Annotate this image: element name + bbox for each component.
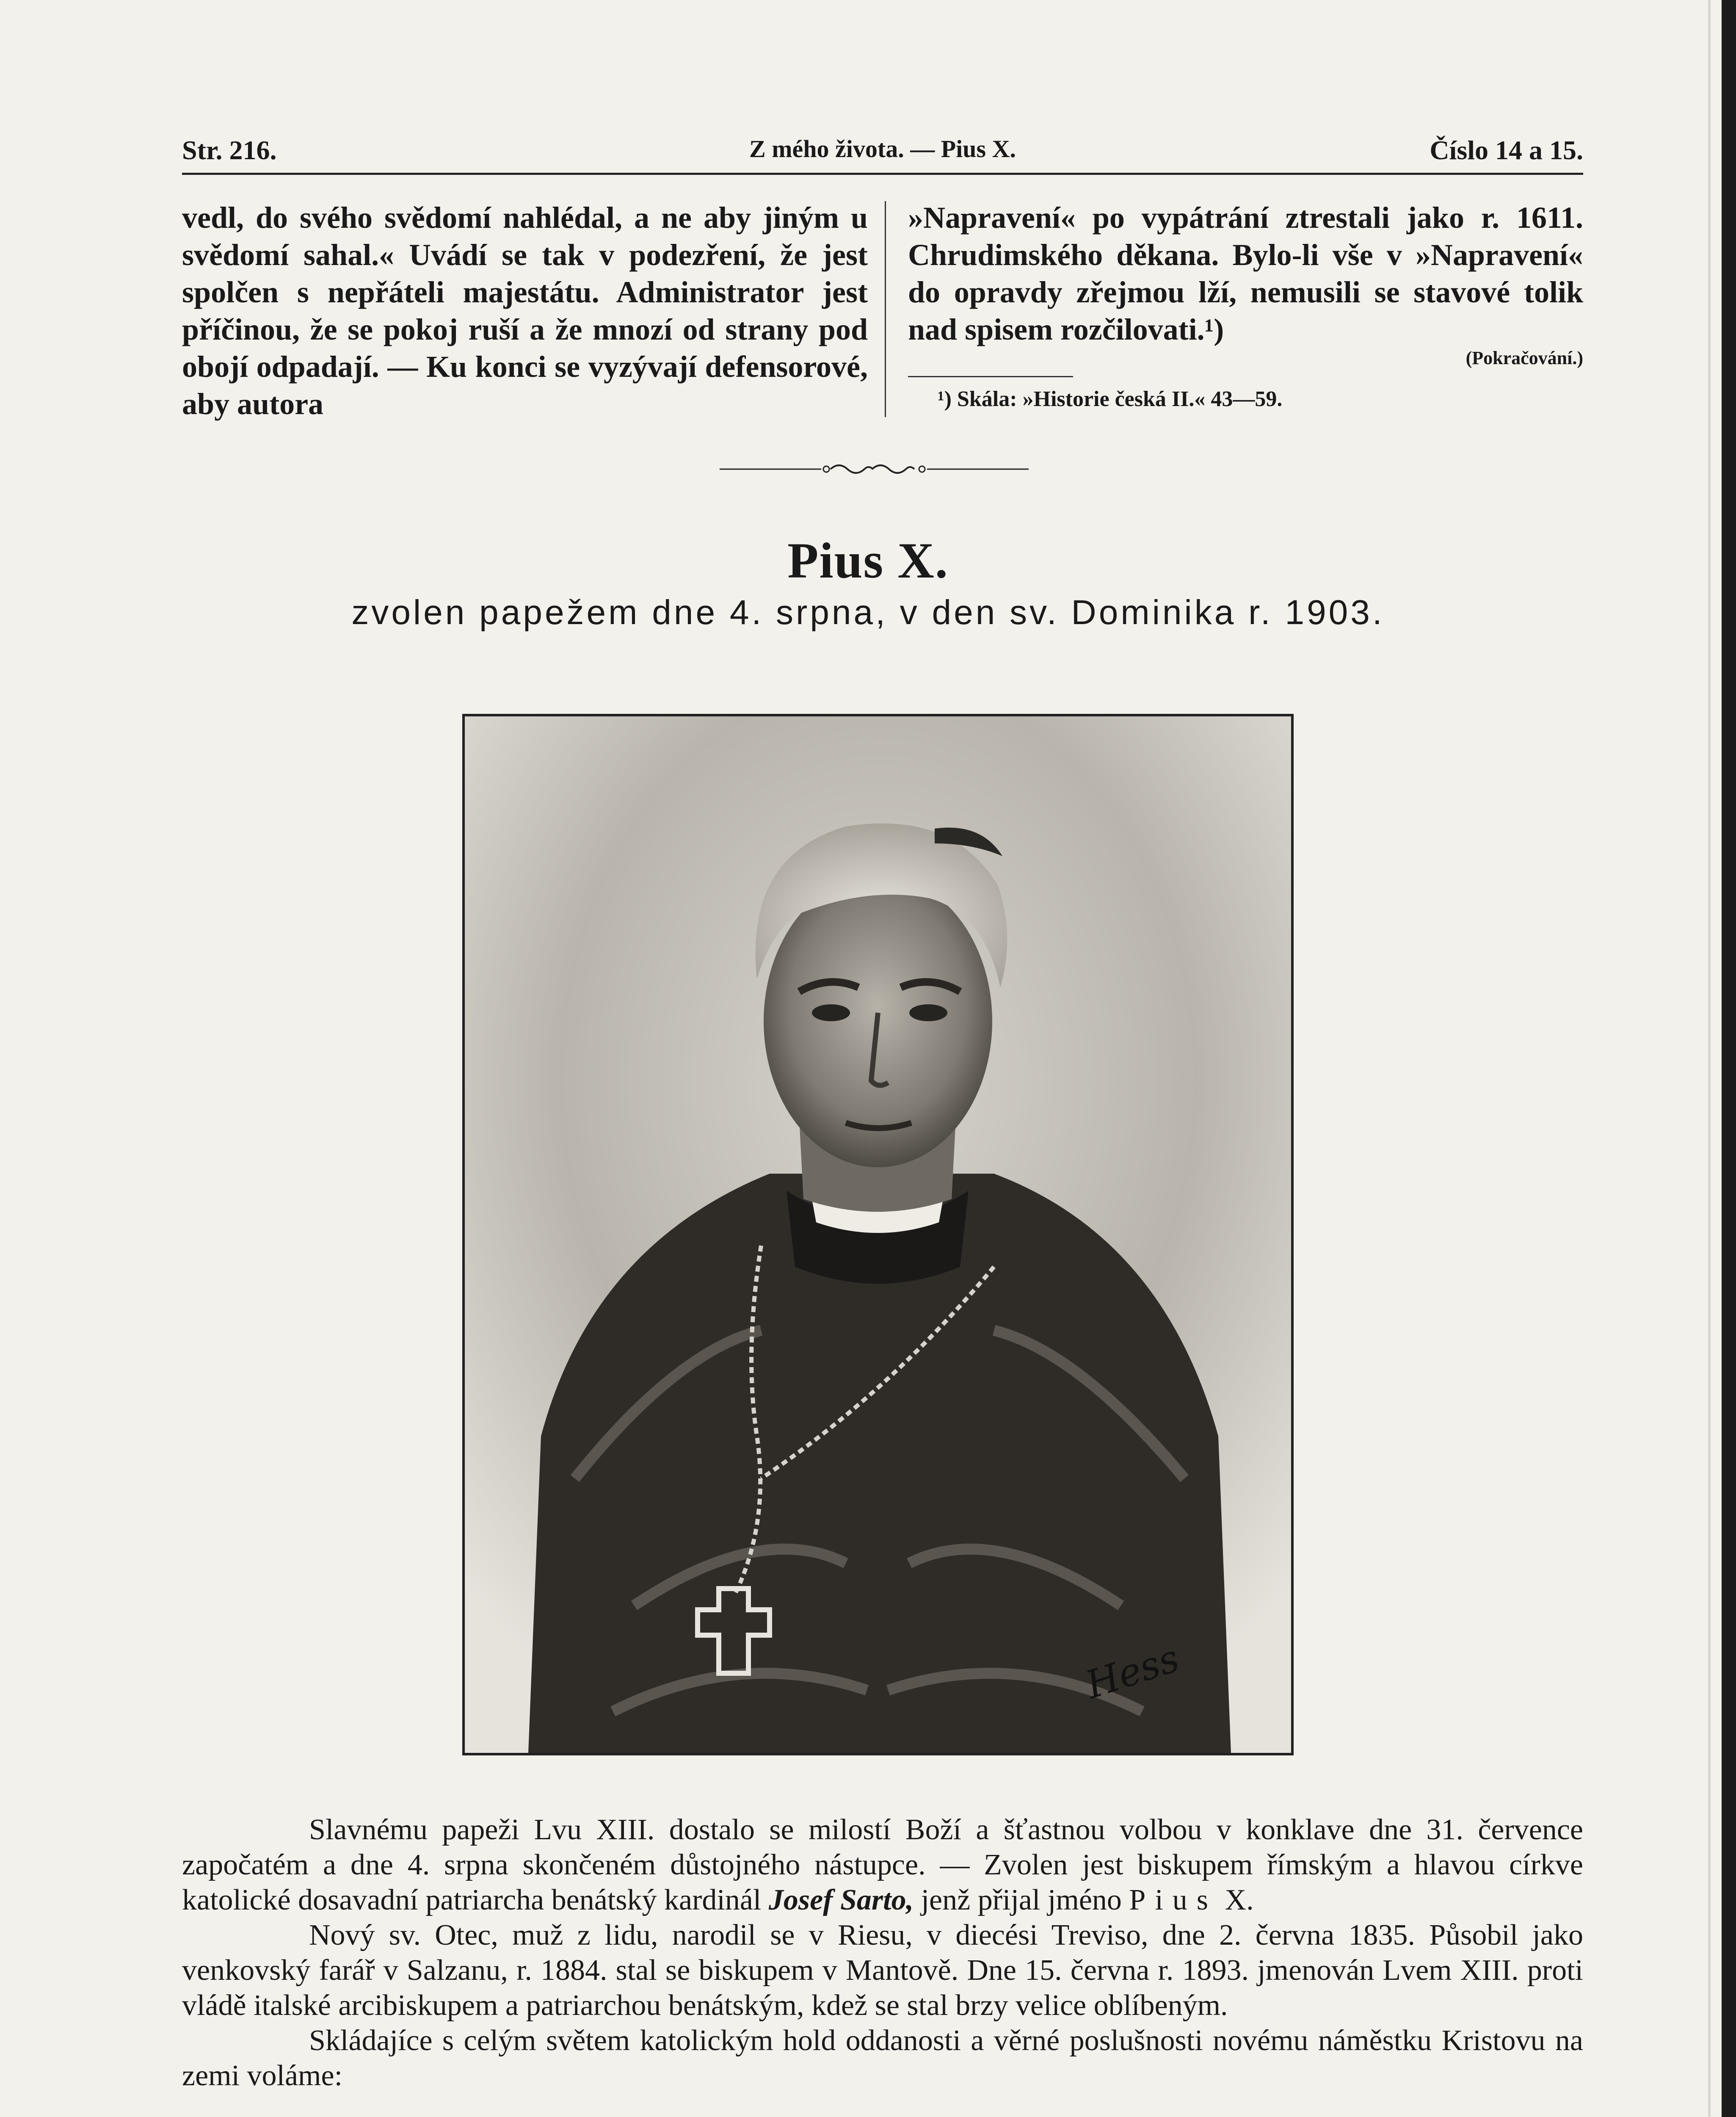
continuation-note: (Pokračování.) xyxy=(1466,348,1583,368)
header-rule xyxy=(182,173,1583,175)
column-divider xyxy=(885,201,886,417)
p1-text-b: jenž přijal jméno xyxy=(914,1884,1129,1916)
article-subtitle: zvolen papežem dne 4. srpna, v den sv. Dominika r. 1903. xyxy=(351,593,1385,632)
left-column xyxy=(182,199,868,423)
ornament-divider xyxy=(720,461,1029,478)
running-title: Z mého života. — Pius X. xyxy=(749,135,1016,163)
issue-number: Číslo 14 a 15. xyxy=(1430,135,1583,165)
p1-text-c: X. xyxy=(1217,1884,1254,1916)
cardinal-name: Josef Sarto, xyxy=(768,1884,914,1916)
scan-shadow xyxy=(1708,0,1711,2117)
pope-name: Pius xyxy=(1129,1884,1218,1916)
article-body xyxy=(182,1812,1583,2093)
portrait-image xyxy=(465,716,1291,1753)
scan-border xyxy=(1722,0,1736,2117)
portrait-signature: Hess xyxy=(1080,1636,1184,1708)
running-head xyxy=(182,135,1583,169)
p1-text-a: Slavnému papeži Lvu XIII. dostalo se milostí Boží a šťastnou volbou v konklave dne 31. července započatém a dne 4. srpna skončeném důstojného nástupce. — Zvolen jest biskupem římským a hlavou církve katolické dosavadní patriarcha benátský kardinál xyxy=(182,1813,1583,1916)
footnote: ¹) Skála: »Historie česká II.« 43—59. xyxy=(938,387,1283,411)
right-column-text: »Napravení« po vypátrání ztrestali jako r. 1611. Chrudimského děkana. Bylo-li vše v »Napravení« do opravdy zřejmou lží, nemusili se stavové tolik nad spisem rozčilovati.¹) xyxy=(908,201,1583,346)
paragraph-3: Skládajíce s celým světem katolickým hold oddanosti a věrné poslušnosti novému náměstku Kristovu na zemi voláme: xyxy=(182,2024,1583,2092)
page-number: Str. 216. xyxy=(182,135,277,165)
right-column xyxy=(908,199,1583,413)
article-title: Pius X. xyxy=(787,532,949,589)
paragraph-1 xyxy=(182,1812,1583,1918)
left-column-text: vedl, do svého svědomí nahlédal, a ne aby jiným u svědomí sahal.« Uvádí se tak v podezření, že jest spolčen s nepřáteli majestátu. Administrator jest příčinou, že se pokoj ruší a že mnozí od strany pod obojí odpadají. — Ku konci se vyzývají defensorové, aby autora xyxy=(182,201,868,421)
pope-portrait xyxy=(462,714,1294,1755)
paragraph-2: Nový sv. Otec, muž z lidu, narodil se v Riesu, v diecési Treviso, dne 2. června 1835. Působil jako venkovský farář v Salzanu, r. 1884. stal se biskupem v Mantově. Dne 15. června r. 1893. jmenován Lvem XIII. proti vládě italské arcibiskupem a patriarchou benátským, kdež se stal brzy velice oblíbeným. xyxy=(182,1919,1583,2022)
footnote-rule xyxy=(908,376,1073,377)
